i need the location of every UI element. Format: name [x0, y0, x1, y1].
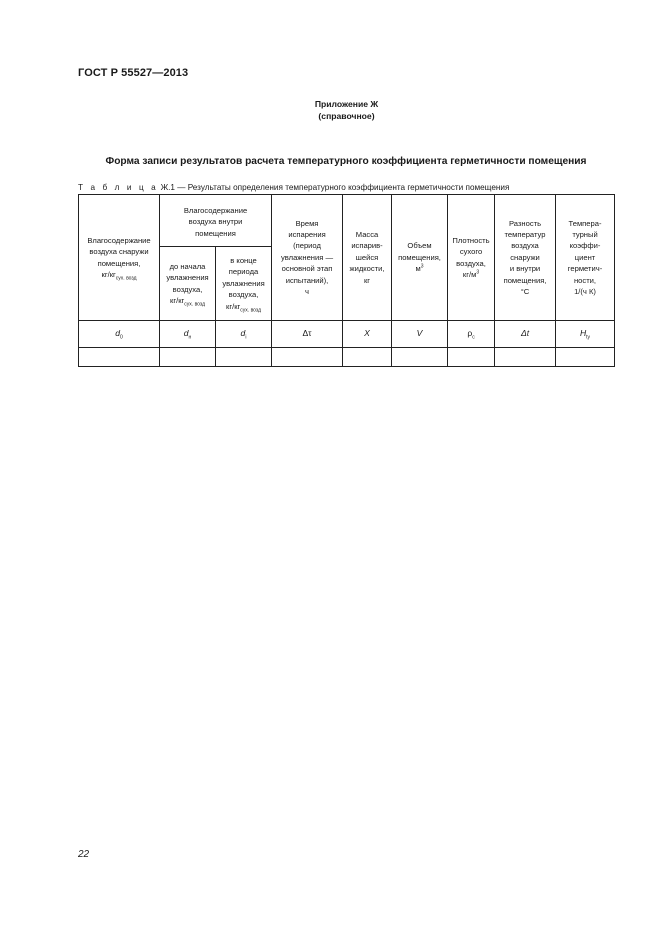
- header-evaporation-time: Время испарения (период увлажнения — основной этап испытаний), ч: [272, 195, 343, 321]
- page-number: 22: [78, 849, 90, 860]
- results-table: [78, 194, 615, 367]
- table-cell: [448, 348, 495, 367]
- table-cell: [343, 348, 392, 367]
- table-caption: [78, 183, 509, 192]
- symbol-delta-t: Δt: [495, 321, 556, 348]
- annex-title: Приложение Ж: [314, 99, 379, 109]
- table-cell: [556, 348, 615, 367]
- header-inside-moisture-group: Влагосодержание воздуха внутри помещения: [160, 195, 272, 247]
- header-outside-moisture: Влагосодержание воздуха снаружи помещения, $кг/кг_{сух. возд}$: [79, 195, 160, 321]
- symbol-delta-tau: Δτ: [272, 321, 343, 348]
- header-room-volume: Объем помещения, $м^3$: [392, 195, 448, 321]
- table-cell: [495, 348, 556, 367]
- symbol-v: V: [392, 321, 448, 348]
- symbol-d0: $d_0$: [79, 321, 160, 348]
- header-tightness-coefficient: Темпера- турный коэффи- циент герметич- ности, 1/(ч К): [556, 195, 615, 321]
- symbol-x: X: [343, 321, 392, 348]
- symbol-dk: $d_i$: [216, 321, 272, 348]
- table-caption-prefix: Т а б л и ц а: [78, 183, 159, 192]
- table-cell: [216, 348, 272, 367]
- symbol-rho: $\rho_c$: [448, 321, 495, 348]
- annex-note: (справочное): [318, 111, 375, 121]
- document-header: ГОСТ Р 55527—2013: [78, 67, 189, 79]
- header-temperature-difference: Разность температур воздуха снаружи и внутри помещения, °С: [495, 195, 556, 321]
- table-cell: [160, 348, 216, 367]
- empty-data-row: [79, 348, 615, 367]
- symbol-dn: $d_н$: [160, 321, 216, 348]
- header-evaporated-mass: Масса испарив- шейся жидкости, кг: [343, 195, 392, 321]
- table-cell: [272, 348, 343, 367]
- header-row-top: [79, 195, 615, 247]
- table-caption-text: Ж.1 — Результаты определения температурного коэффициента герметичности помещения: [160, 183, 510, 192]
- form-title: Форма записи результатов расчета температурного коэффициента герметичности помещения: [105, 156, 587, 167]
- symbol-row: [79, 321, 615, 348]
- header-inside-end: в конце периода увлажнения воздуха, $кг/кг_{сух. возд}$: [216, 247, 272, 321]
- annex-heading: [0, 98, 661, 122]
- header-inside-start: до начала увлажнения воздуха, $кг/кг_{сух. возд}$: [160, 247, 216, 321]
- symbol-h: $H_{ty}$: [556, 321, 615, 348]
- header-dry-air-density: Плотность сухого воздуха, $кг/м^3$: [448, 195, 495, 321]
- table-cell: [392, 348, 448, 367]
- table-cell: [79, 348, 160, 367]
